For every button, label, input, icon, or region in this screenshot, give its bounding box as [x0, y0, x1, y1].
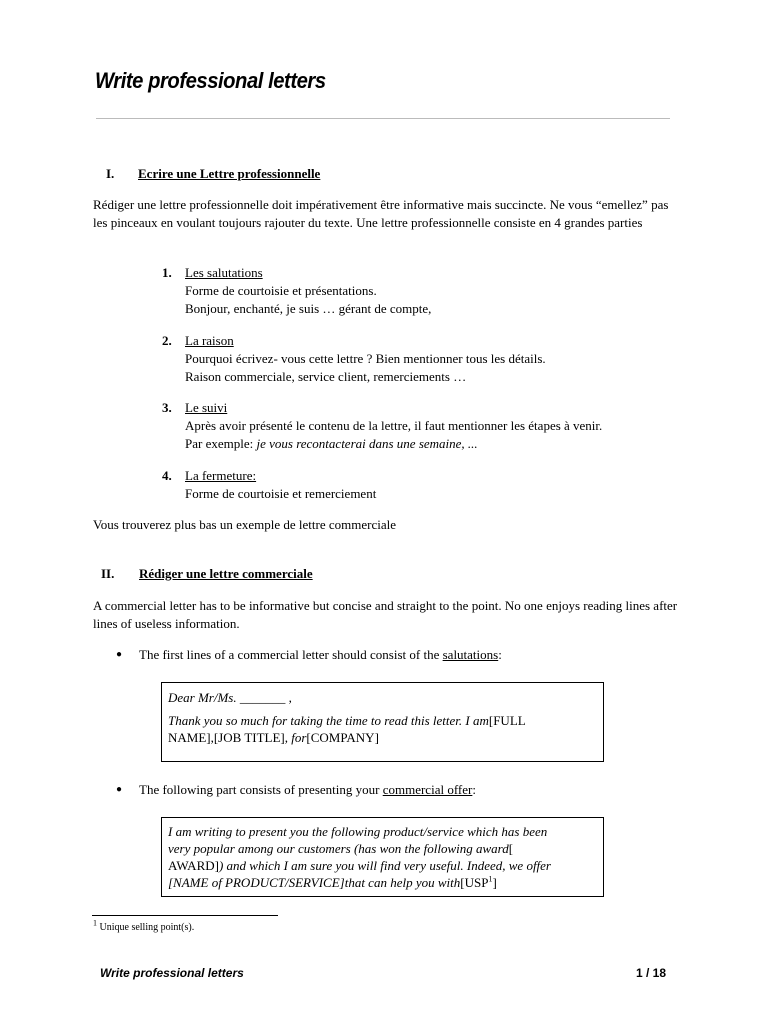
footnote-ref: 1	[488, 874, 493, 884]
list-item-number: 2.	[162, 333, 172, 348]
list-item-number: 3.	[162, 400, 172, 415]
offer-line	[168, 874, 597, 891]
list-item-number: 4.	[162, 468, 172, 483]
page-number: 1 / 18	[635, 966, 666, 980]
section-1-intro: Rédiger une lettre professionnelle doit impérativement être informative mais succincte. Ne vous “emellez” pas les pinceaux en voulant toujours rajouter du texte. Une lettre professionnelle consiste en 4 grandes parties	[93, 197, 669, 230]
bullet-suffix: :	[472, 782, 476, 797]
footnote-mark: 1	[93, 918, 97, 928]
list-item-line: Pourquoi écrivez- vous cette lettre ? Bien mentionner tous les détails.	[185, 351, 546, 366]
section-2-title: Rédiger une lettre commerciale	[139, 566, 313, 581]
offer-line: I am writing to present you the following product/service which has been	[168, 824, 548, 839]
placeholder-full: [FULL	[488, 713, 526, 728]
section-1-heading	[106, 166, 320, 182]
list-item-title: La raison	[185, 333, 234, 348]
placeholder-company: [COMPANY]	[306, 730, 379, 745]
section-2-heading	[101, 566, 313, 582]
thanks-paragraph	[168, 712, 597, 746]
salutations-term: salutations	[442, 647, 499, 662]
title-divider	[96, 118, 670, 119]
placeholder-award: AWARD]	[168, 858, 219, 873]
section-2-number: II.	[101, 566, 115, 581]
list-item-line: Bonjour, enchanté, je suis … gérant de compte,	[185, 301, 432, 316]
footnote-text: Unique selling point(s).	[97, 922, 195, 933]
list-item-line	[185, 435, 602, 453]
offer-example-box	[161, 817, 604, 897]
example-prefix: Par exemple:	[185, 436, 257, 451]
document-title: Write professional letters	[95, 68, 326, 93]
offer-line	[168, 840, 597, 857]
list-item	[162, 467, 376, 503]
section-1-title: Ecrire une Lettre professionnelle	[138, 166, 321, 181]
greeting-line: Dear Mr/Ms. _______ ,	[168, 690, 292, 705]
bullet-icon: ●	[116, 784, 123, 795]
list-item	[162, 264, 431, 318]
placeholder-name-job: NAME],[JOB TITLE]	[168, 730, 285, 745]
list-item	[162, 332, 546, 386]
section-2-intro: A commercial letter has to be informative but concise and straight to the point. No one enjoys reading lines after lines of useless information.	[93, 598, 678, 631]
award-bracket: [	[508, 841, 514, 856]
offer-text: very popular among our customers (has won the following award	[168, 841, 509, 856]
placeholder-product: [NAME of PRODUCT/SERVICE]	[168, 875, 345, 890]
bullet-item	[116, 646, 502, 664]
list-item	[162, 399, 602, 453]
list-item-title: Les salutations	[185, 265, 263, 280]
footnote	[93, 918, 195, 933]
bullet-text: The following part consists of presenting your	[139, 782, 383, 797]
list-item-line: Forme de courtoisie et présentations.	[185, 283, 377, 298]
example-text: je vous recontacterai dans une semaine, ...	[256, 436, 478, 451]
thanks-text: Thank you so much for taking the time to read this letter. I am	[168, 713, 489, 728]
list-item-line: Raison commerciale, service client, remerciements …	[185, 369, 467, 384]
offer-text: that can help you with	[344, 875, 461, 890]
list-item-number: 1.	[162, 265, 172, 280]
section-1-number: I.	[106, 166, 115, 181]
list-item-title: La fermeture:	[185, 468, 257, 483]
bullet-suffix: :	[498, 647, 502, 662]
bullet-icon: ●	[116, 649, 123, 660]
list-item-title: Le suivi	[185, 400, 228, 415]
list-item-line: Après avoir présenté le contenu de la lettre, il faut mentionner les étapes à venir.	[185, 418, 603, 433]
for-text: , for	[284, 730, 307, 745]
bullet-text: The first lines of a commercial letter should consist of the	[139, 647, 443, 662]
footnote-divider	[92, 915, 278, 916]
footer-title: Write professional letters	[100, 966, 244, 980]
offer-text: ) and which I am sure you will find very useful. Indeed, we offer	[218, 858, 551, 873]
placeholder-usp: [USP	[460, 875, 489, 890]
section-1-outro: Vous trouverez plus bas un exemple de lettre commerciale	[93, 517, 396, 532]
bullet-item	[116, 781, 476, 799]
usp-bracket: ]	[492, 875, 497, 890]
commercial-offer-term: commercial offer	[382, 782, 473, 797]
offer-line	[168, 857, 597, 874]
list-item-line: Forme de courtoisie et remerciement	[185, 486, 377, 501]
salutation-example-box	[161, 682, 604, 762]
